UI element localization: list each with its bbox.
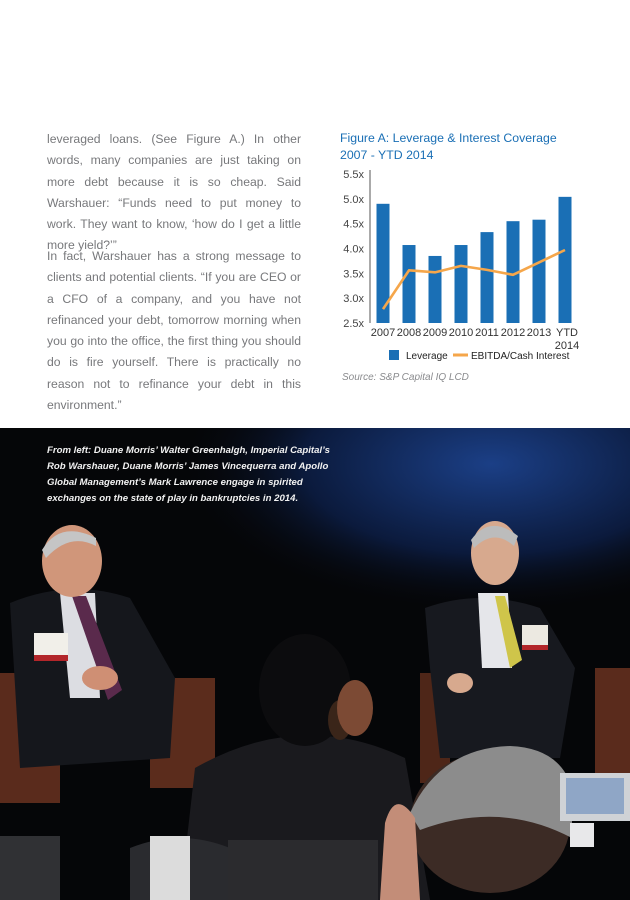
y-tick-label: 3.5x xyxy=(343,268,364,281)
x-tick-label: 2007 xyxy=(370,327,396,339)
bar-2009 xyxy=(429,256,442,323)
figure-title-line-2: 2007 - YTD 2014 xyxy=(340,148,434,162)
body-paragraph-2: In fact, Warshauer has a strong message to clients and potential clients. “If you are CEO or a CFO of a company, and you have not refinanced your debt, tomorrow morning when you go into the office, the first thing you should do is fire yourself. There is practically no reason not to refinance your debt in this environment.” xyxy=(47,249,301,413)
legend-label-leverage: Leverage xyxy=(406,351,448,362)
bar-2010 xyxy=(455,245,468,323)
photo-caption: From left: Duane Morris’ Walter Greenhalgh, Imperial Capital’s Rob Warshauer, Duane Morris’ James Vincequerra and Apollo Global Management’s Mark Lawrence engage in spirited exchanges on the state of play in bankruptcies in 2014. xyxy=(47,445,330,504)
figure-source: Source: S&P Capital IQ LCD xyxy=(342,372,469,383)
bar-2011 xyxy=(481,232,494,323)
y-tick-label: 3.0x xyxy=(343,293,364,306)
x-tick-label: 2011 xyxy=(475,327,499,339)
y-tick-label: 5.0x xyxy=(343,193,364,206)
bar-2013 xyxy=(533,220,546,323)
legend-swatch-leverage xyxy=(389,350,399,360)
x-tick-label: YTD 2014 xyxy=(554,327,580,352)
y-tick-label: 2.5x xyxy=(343,318,364,330)
y-tick-label: 4.5x xyxy=(343,218,364,231)
x-tick-label: 2008 xyxy=(396,327,422,339)
x-tick-label: 2009 xyxy=(422,327,448,339)
x-tick-label: 2013 xyxy=(526,327,552,339)
x-tick-label: 2010 xyxy=(448,327,474,339)
legend-label-ebitda: EBITDA/Cash Interest xyxy=(471,351,570,362)
x-tick-label: 2012 xyxy=(500,327,526,339)
y-tick-label: 4.0x xyxy=(343,243,364,256)
bar-ytd-2014 xyxy=(559,197,572,323)
leverage-coverage-chart xyxy=(330,160,590,370)
figure-title-line-1: Figure A: Leverage & Interest Coverage xyxy=(340,131,557,145)
y-tick-label: 5.5x xyxy=(343,169,364,181)
figure-title xyxy=(340,130,580,164)
body-paragraph-1: leveraged loans. (See Figure A.) In other words, many companies are just taking on more debt because it is so cheap. Said Warshauer: “Funds need to put money to work. They want to know, ‘how do I get a little more yield?’” xyxy=(47,132,301,253)
bar-2007 xyxy=(377,204,390,323)
bar-2008 xyxy=(403,245,416,323)
